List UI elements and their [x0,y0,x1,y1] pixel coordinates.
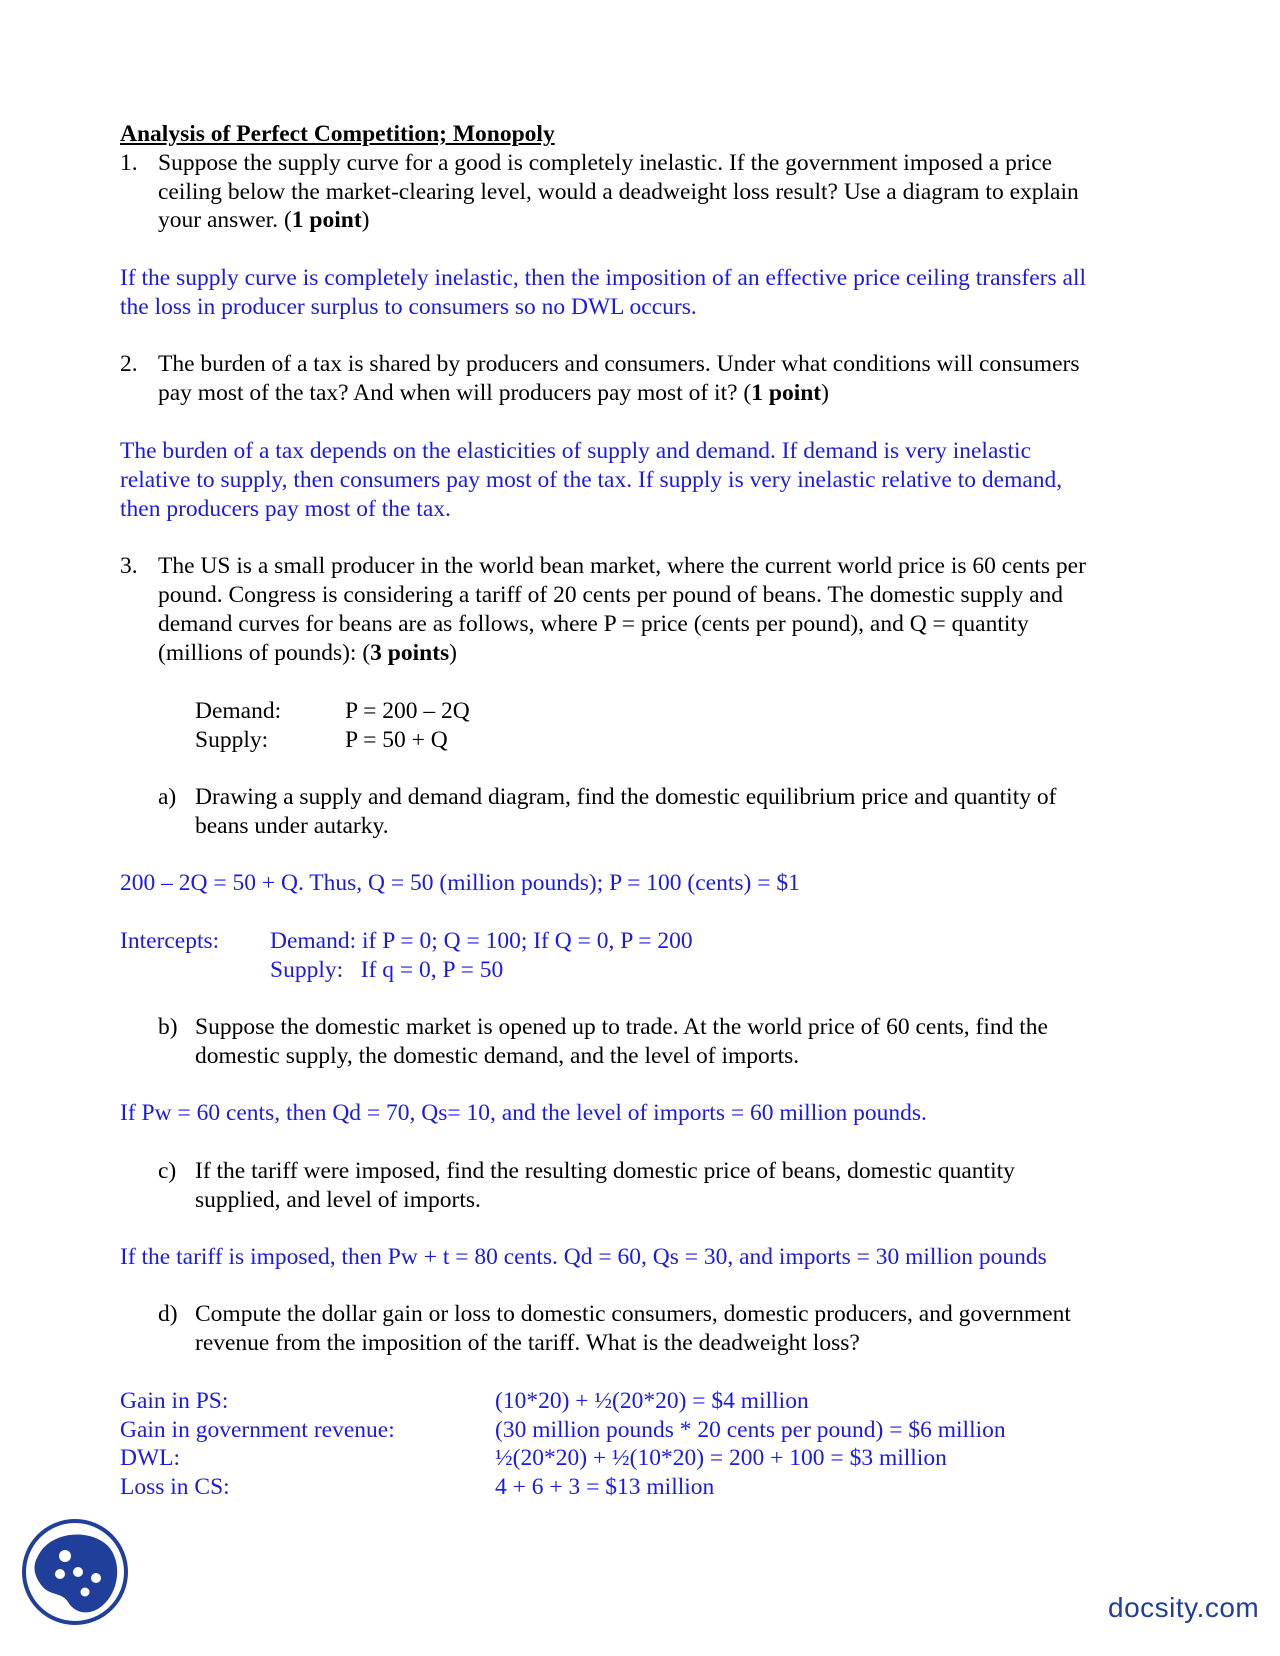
q3c-text-line1: If the tariff were imposed, find the resulting domestic price of beans, domestic quantity [195,1158,1015,1184]
q3-text-line4 [158,639,457,667]
q1-points: 1 point [291,207,362,233]
q1-text-line3 [158,206,370,234]
q3a-letter: a) [158,784,177,810]
q2-text-line1: The burden of a tax is shared by producers and consumers. Under what conditions will consumers [158,351,1080,377]
dwl-value: ½(20*20) + ½(10*20) = 200 + 100 = $3 million [495,1445,947,1471]
q1-answer-line1: If the supply curve is completely inelastic, then the imposition of an effective price ceiling transfers all [120,265,1087,291]
gain-ps-value: (10*20) + ½(20*20) = $4 million [495,1388,809,1414]
q3a-text-line1: Drawing a supply and demand diagram, find the domestic equilibrium price and quantity of [195,784,1057,810]
q3a-answer: 200 – 2Q = 50 + Q. Thus, Q = 50 (million pounds); P = 100 (cents) = $1 [120,870,800,896]
demand-equation: P = 200 – 2Q [345,698,470,724]
intercepts-label: Intercepts: [120,928,220,954]
q3b-letter: b) [158,1014,178,1040]
q3a-text-line2: beans under autarky. [195,813,389,839]
q3-text-line3: demand curves for beans are as follows, where P = price (cents per pound), and Q = quantity [158,611,1029,637]
gain-ps-label: Gain in PS: [120,1388,229,1414]
q3b-text-line1: Suppose the domestic market is opened up to trade. At the world price of 60 cents, find the [195,1014,1048,1040]
loss-cs-value: 4 + 6 + 3 = $13 million [495,1474,715,1500]
q2-answer-line1: The burden of a tax depends on the elasticities of supply and demand. If demand is very inelastic [120,438,1032,464]
q3b-text-line2: domestic supply, the domestic demand, and the level of imports. [195,1043,800,1069]
q1-text-line2: ceiling below the market-clearing level, would a deadweight loss result? Use a diagram to explain [158,179,1079,205]
q3c-text-line2: supplied, and level of imports. [195,1187,481,1213]
q3-text-line2: pound. Congress is considering a tariff of 20 cents per pound of beans. The domestic supply and [158,582,1064,608]
q3-text-line1: The US is a small producer in the world bean market, where the current world price is 60 cents per [158,553,1086,579]
demand-label: Demand: [195,698,282,724]
q3d-text-line1: Compute the dollar gain or loss to domestic consumers, domestic producers, and government [195,1301,1071,1327]
q3b-answer: If Pw = 60 cents, then Qd = 70, Qs= 10, and the level of imports = 60 million pounds. [120,1100,927,1126]
q3-number: 3. [120,553,138,579]
q1-text-line1: Suppose the supply curve for a good is completely inelastic. If the government imposed a price [158,150,1053,176]
q1-number: 1. [120,150,138,176]
page-title: Analysis of Perfect Competition; Monopoly [120,121,555,147]
q2-points: 1 point [751,380,822,406]
q2-answer-line3: then producers pay most of the tax. [120,496,451,522]
q1-text-line3-pre: your answer. ( [158,207,292,233]
supply-label: Supply: [195,727,269,753]
docsity-brand-text[interactable]: docsity.com [1108,1592,1260,1623]
q2-text-line2-pre: pay most of the tax? And when will producers pay most of it? ( [158,380,752,406]
q3c-letter: c) [158,1158,177,1184]
q3d-text-line2: revenue from the imposition of the tariff. What is the deadweight loss? [195,1330,860,1356]
q2-text-line2-post: ) [821,380,829,406]
intercepts-supply: Supply: If q = 0, P = 50 [270,957,504,983]
q2-answer-line2: relative to supply, then consumers pay most of the tax. If supply is very inelastic relative to demand, [120,467,1063,493]
dwl-label: DWL: [120,1445,181,1471]
q3d-letter: d) [158,1301,178,1327]
gain-gov-revenue-label: Gain in government revenue: [120,1417,395,1443]
q2-text-line2 [158,379,829,407]
loss-cs-label: Loss in CS: [120,1474,230,1500]
q1-text-line3-post: ) [361,207,370,233]
q3c-answer: If the tariff is imposed, then Pw + t = 80 cents. Qd = 60, Qs = 30, and imports = 30 million pounds [120,1244,1047,1270]
q3-text-line4-post: ) [449,640,457,666]
intercepts-demand: Demand: if P = 0; Q = 100; If Q = 0, P = 200 [270,928,693,954]
q3-points: 3 points [370,640,450,666]
q1-answer-line2: the loss in producer surplus to consumers so no DWL occurs. [120,294,697,320]
q2-number: 2. [120,351,138,377]
supply-equation: P = 50 + Q [345,727,448,753]
docsity-logo-icon [20,1516,130,1628]
gain-gov-revenue-value: (30 million pounds * 20 cents per pound) = $6 million [495,1417,1006,1443]
q3-text-line4-pre: (millions of pounds): ( [158,640,371,666]
